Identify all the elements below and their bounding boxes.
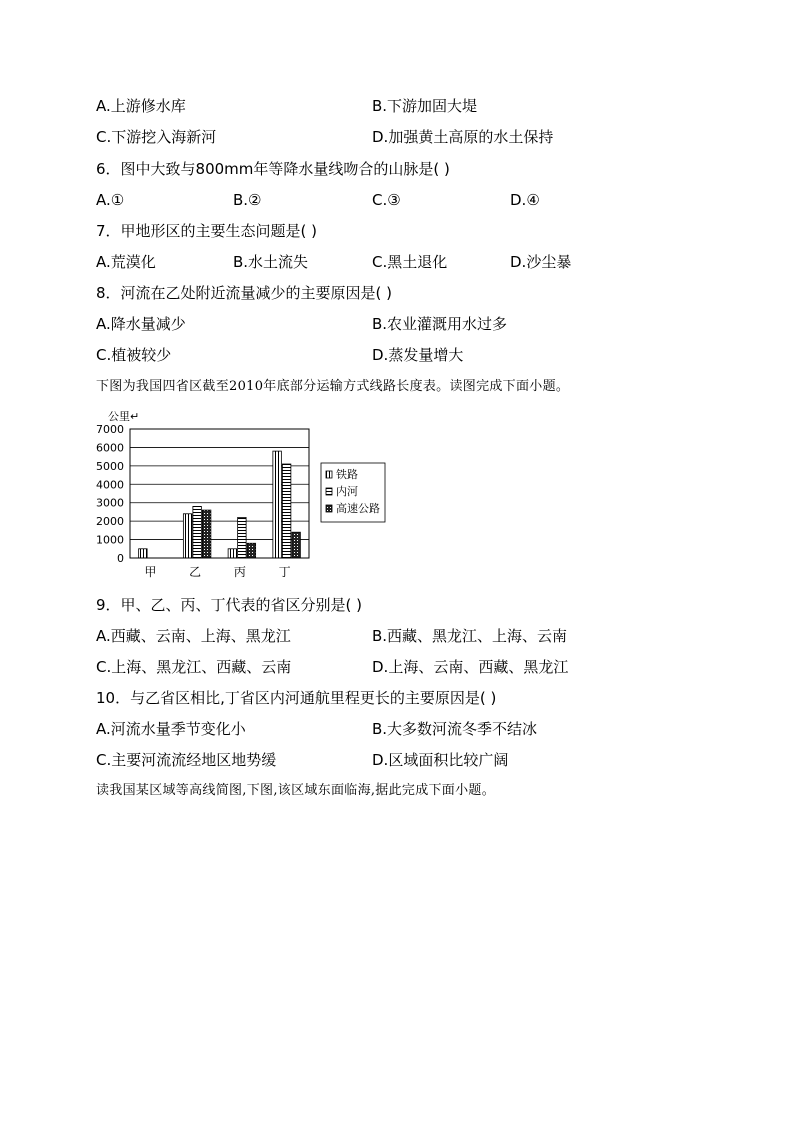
legend-swatch <box>326 488 332 495</box>
y-tick-label: 7000 <box>96 423 124 436</box>
q8-option-d: D.蒸发量增大 <box>372 346 464 364</box>
y-tick-label: 4000 <box>96 478 124 492</box>
q10-option-c: C.主要河流流经地区地势缓 <box>96 751 277 769</box>
q8-option-c: C.植被较少 <box>96 346 172 364</box>
bar-2-3 <box>238 517 247 558</box>
q9-option-b: B.西藏、黑龙江、上海、云南 <box>372 627 568 645</box>
bar-2-2 <box>193 506 202 558</box>
x-tick-label: 丙 <box>233 565 246 579</box>
q10-option-a: A.河流水量季节变化小 <box>96 720 246 738</box>
q10-option-b: B.大多数河流冬季不结冰 <box>372 720 538 738</box>
y-tick-label: 6000 <box>96 441 124 455</box>
y-tick-label: 2000 <box>96 515 124 529</box>
q9-option-c: C.上海、黑龙江、西藏、云南 <box>96 658 292 676</box>
q8-option-a: A.降水量减少 <box>96 315 186 333</box>
bar-1-3 <box>228 549 237 558</box>
q7-option-b: B.水土流失 <box>233 253 309 271</box>
y-tick-label: 0 <box>117 552 124 565</box>
q10-option-d: D.区域面积比较广阔 <box>372 751 509 769</box>
y-tick-label: 1000 <box>96 533 124 547</box>
q7-option-a: A.荒漠化 <box>96 253 156 271</box>
q5-option-a: A.上游修水库 <box>96 97 186 115</box>
q10-stem: 10．与乙省区相比,丁省区内河通航里程更长的主要原因是( ) <box>96 689 497 707</box>
x-tick-label: 丁 <box>278 565 291 579</box>
bar-1-1 <box>139 549 148 558</box>
transport-bar-chart <box>86 404 406 584</box>
q6-option-a: A.① <box>96 191 125 209</box>
q7-option-c: C.黑土退化 <box>372 253 448 271</box>
q8-stem: 8．河流在乙处附近流量减少的主要原因是( ) <box>96 284 393 302</box>
q8-option-b: B.农业灌溉用水过多 <box>372 315 508 333</box>
q5-option-b: B.下游加固大堤 <box>372 97 478 115</box>
q6-stem: 6．图中大致与800mm年等降水量线吻合的山脉是( ) <box>96 160 450 178</box>
intro-contour-passage: 读我国某区域等高线简图,下图,该区域东面临海,据此完成下面小题。 <box>96 783 495 798</box>
y-tick-label: 5000 <box>96 459 124 473</box>
q7-option-d: D.沙尘暴 <box>510 253 572 271</box>
legend-swatch <box>326 505 332 512</box>
x-tick-label: 甲 <box>144 565 157 579</box>
q9-stem: 9．甲、乙、丙、丁代表的省区分别是( ) <box>96 596 363 614</box>
y-axis-label: 公里↵ <box>108 410 140 423</box>
bar-3-4 <box>292 532 301 558</box>
x-tick-label: 乙 <box>189 565 202 579</box>
legend-label: 高速公路 <box>336 502 380 515</box>
bar-1-4 <box>273 451 282 558</box>
q7-stem: 7．甲地形区的主要生态问题是( ) <box>96 222 318 240</box>
bar-2-4 <box>282 464 291 558</box>
legend-swatch <box>326 471 332 478</box>
q9-option-a: A.西藏、云南、上海、黑龙江 <box>96 627 291 645</box>
q6-option-b: B.② <box>233 191 262 209</box>
bar-3-2 <box>202 510 211 558</box>
intro-chart-passage: 下图为我国四省区截至2010年底部分运输方式线路长度表。读图完成下面小题。 <box>96 379 570 394</box>
bar-3-3 <box>247 543 256 558</box>
bar-1-2 <box>183 514 192 558</box>
q5-option-c: C.下游挖入海新河 <box>96 128 217 146</box>
legend-label: 铁路 <box>336 468 358 481</box>
q9-option-d: D.上海、云南、西藏、黑龙江 <box>372 658 569 676</box>
q5-option-d: D.加强黄土高原的水土保持 <box>372 128 554 146</box>
q6-option-c: C.③ <box>372 191 401 209</box>
y-tick-label: 3000 <box>96 496 124 510</box>
q6-option-d: D.④ <box>510 191 540 209</box>
legend-label: 内河 <box>336 485 358 498</box>
